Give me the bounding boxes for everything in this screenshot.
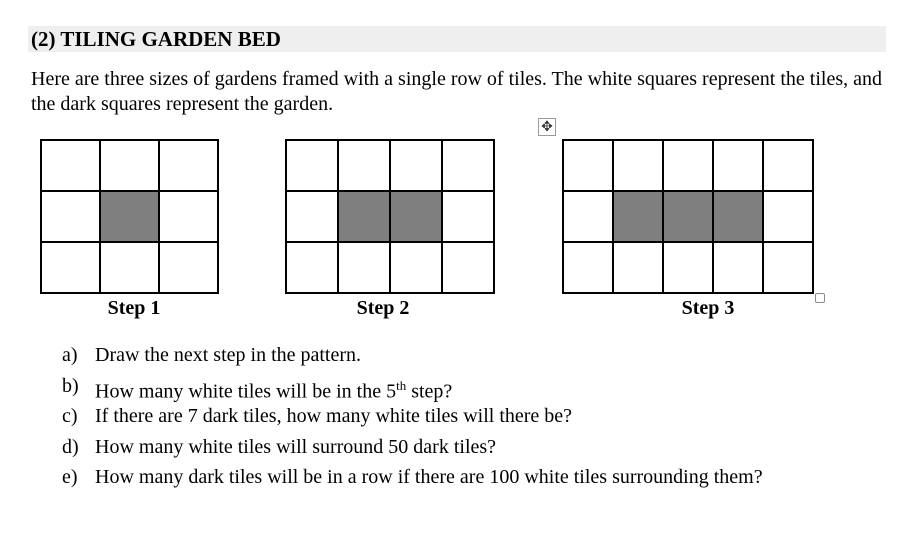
question-text: If there are 7 dark tiles, how many white tiles will there be? — [95, 405, 573, 427]
white-tile — [443, 192, 495, 243]
question-e — [62, 465, 763, 496]
ordinal-suffix: th — [396, 377, 407, 393]
white-tile — [714, 243, 764, 294]
section-heading: (2) TILING GARDEN BED — [31, 27, 281, 51]
white-tile — [101, 141, 160, 192]
step-3-label: Step 3 — [681, 297, 735, 319]
white-tile — [664, 141, 714, 192]
garden-tile — [101, 192, 160, 243]
white-tile — [391, 243, 443, 294]
white-tile — [339, 141, 391, 192]
white-tile — [42, 141, 101, 192]
white-tile — [614, 243, 664, 294]
garden-tile — [339, 192, 391, 243]
question-letter: e) — [62, 466, 78, 488]
question-c — [62, 404, 763, 435]
white-tile — [287, 243, 339, 294]
question-letter: b) — [62, 374, 79, 397]
white-tile — [764, 192, 814, 243]
white-tile — [564, 192, 614, 243]
step-1-label: Step 1 — [107, 297, 161, 319]
white-tile — [339, 243, 391, 294]
white-tile — [664, 243, 714, 294]
white-tile — [564, 243, 614, 294]
question-text: Draw the next step in the pattern. — [95, 344, 362, 366]
garden-tile — [714, 192, 764, 243]
garden-tile — [664, 192, 714, 243]
garden-tile — [391, 192, 443, 243]
white-tile — [42, 243, 101, 294]
white-tile — [101, 243, 160, 294]
resize-handle-icon[interactable] — [815, 293, 825, 303]
question-text: How many white tiles will surround 50 dark tiles? — [95, 435, 497, 458]
question-letter: c) — [62, 405, 78, 427]
white-tile — [287, 192, 339, 243]
garden-tile — [614, 192, 664, 243]
step-2-grid — [285, 139, 495, 294]
white-tile — [287, 141, 339, 192]
white-tile — [714, 141, 764, 192]
question-text — [95, 374, 452, 405]
question-b — [62, 374, 763, 405]
question-text-start: How many white tiles will be in the 5 — [95, 380, 397, 403]
question-letter: d) — [62, 435, 79, 458]
question-text: How many dark tiles will be in a row if there are 100 white tiles surrounding them? — [95, 466, 763, 488]
white-tile — [42, 192, 101, 243]
white-tile — [764, 243, 814, 294]
question-a — [62, 343, 763, 374]
white-tile — [764, 141, 814, 192]
question-text-end: step? — [406, 380, 453, 403]
white-tile — [443, 243, 495, 294]
move-icon[interactable]: ✥ — [538, 118, 556, 136]
white-tile — [443, 141, 495, 192]
step-3-grid — [562, 139, 814, 294]
white-tile — [391, 141, 443, 192]
white-tile — [160, 243, 219, 294]
step-2-label: Step 2 — [356, 297, 410, 319]
step-1-grid — [40, 139, 219, 294]
question-d — [62, 435, 763, 466]
intro-paragraph: Here are three sizes of gardens framed with a single row of tiles. The white squares represent the tiles, and the dark squares represent the garden. — [31, 68, 882, 115]
white-tile — [160, 192, 219, 243]
white-tile — [614, 141, 664, 192]
white-tile — [564, 141, 614, 192]
question-list — [62, 343, 763, 496]
white-tile — [160, 141, 219, 192]
question-letter: a) — [62, 344, 78, 366]
